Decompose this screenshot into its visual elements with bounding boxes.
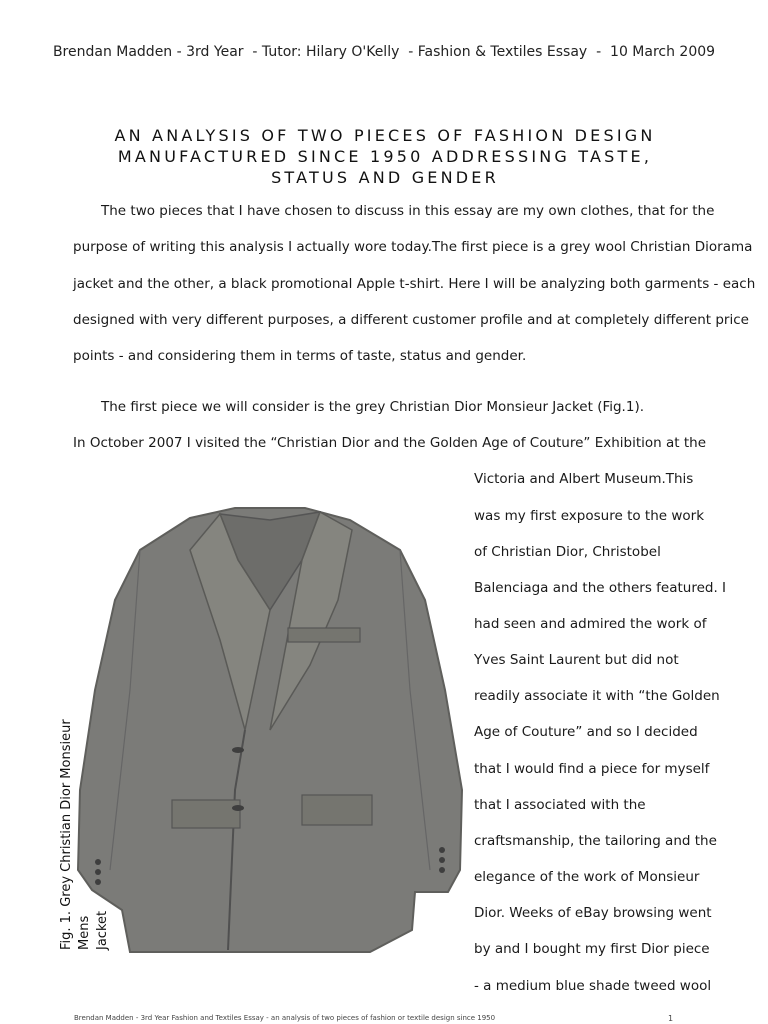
caption-line: Jacket bbox=[95, 910, 110, 950]
column-line: Balenciaga and the others featured. I bbox=[474, 580, 727, 596]
column-line: elegance of the work of Monsieur bbox=[474, 869, 700, 885]
column-line: had seen and admired the work of bbox=[474, 616, 707, 632]
button bbox=[232, 805, 244, 811]
button bbox=[232, 747, 244, 753]
column-line: - a medium blue shade tweed wool bbox=[474, 978, 712, 994]
text-line: The first piece we will consider is the grey Christian Dior Monsieur Jacket (Fig.1). bbox=[101, 399, 644, 415]
column-line: craftsmanship, the tailoring and the bbox=[474, 833, 717, 849]
page-footer: Brendan Madden - 3rd Year Fashion and Textiles Essay - an analysis of two pieces of fashion or textile design since 1950 bbox=[74, 1014, 496, 1022]
right-pocket bbox=[302, 795, 372, 825]
title-line: MANUFACTURED SINCE 1950 ADDRESSING TASTE, bbox=[117, 147, 653, 166]
page-header: Brendan Madden - 3rd Year - Tutor: Hilary O'Kelly - Fashion & Textiles Essay - 10 March 2009 bbox=[52, 44, 716, 60]
column-line: Victoria and Albert Museum.This bbox=[474, 471, 694, 487]
column-line: that I would find a piece for myself bbox=[474, 761, 710, 777]
text-line: designed with very different purposes, a different customer profile and at completely different price bbox=[73, 312, 749, 328]
jacket-photo bbox=[70, 490, 465, 970]
column-line: Yves Saint Laurent but did not bbox=[474, 652, 679, 668]
text-line: In October 2007 I visited the “Christian Dior and the Golden Age of Couture” Exhibition at the bbox=[73, 435, 707, 451]
column-line: Dior. Weeks of eBay browsing went bbox=[474, 905, 712, 921]
column-line: readily associate it with “the Golden bbox=[474, 688, 720, 704]
breast-pocket bbox=[288, 628, 360, 642]
column-line: that I associated with the bbox=[474, 797, 646, 813]
column-line: of Christian Dior, Christobel bbox=[474, 544, 661, 560]
title-line: AN ANALYSIS OF TWO PIECES OF FASHION DESIGN bbox=[114, 126, 656, 145]
text-line: purpose of writing this analysis I actually wore today.The first piece is a grey wool Christian Diorama bbox=[73, 239, 753, 255]
column-line: was my first exposure to the work bbox=[474, 508, 705, 524]
title-line: STATUS AND GENDER bbox=[271, 168, 499, 187]
column-line: by and I bought my first Dior piece bbox=[474, 941, 710, 957]
page-number: 1 bbox=[668, 1014, 674, 1023]
text-line: The two pieces that I have chosen to discuss in this essay are my own clothes, that for the bbox=[101, 203, 715, 219]
text-line: points - and considering them in terms of taste, status and gender. bbox=[73, 348, 527, 364]
caption-line: Fig. 1. Grey Christian Dior Monsieur Mens bbox=[59, 719, 92, 950]
text-line: jacket and the other, a black promotional Apple t-shirt. Here I will be analyzing both garments - each bbox=[73, 276, 756, 292]
left-pocket bbox=[172, 800, 240, 828]
essay-title bbox=[90, 125, 680, 188]
figure-caption bbox=[58, 690, 112, 950]
column-line: Age of Couture” and so I decided bbox=[474, 724, 698, 740]
